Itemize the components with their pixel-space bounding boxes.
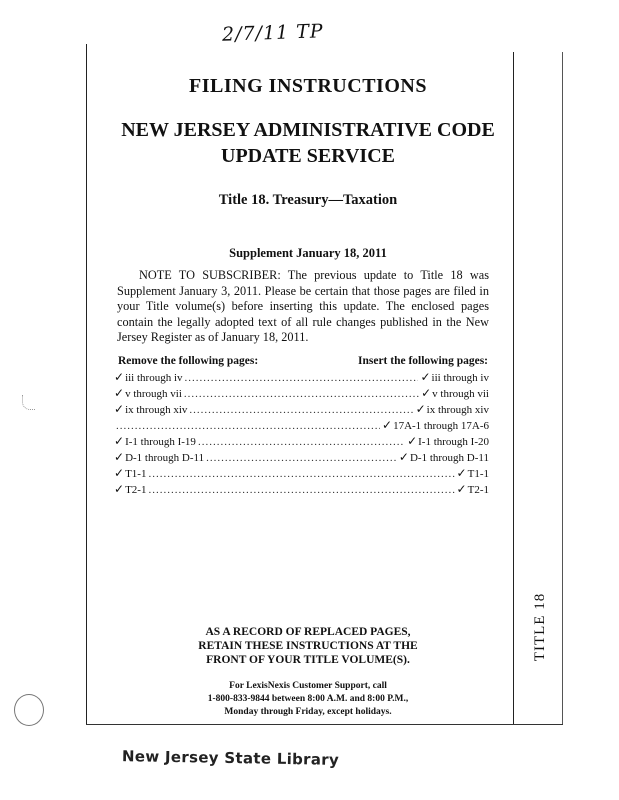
dot-leader	[189, 404, 413, 416]
support-line: 1-800-833-9844 between 8:00 A.M. and 8:00 P.M.,	[207, 694, 409, 704]
remove-pages: T2-1	[125, 484, 147, 496]
checkmark-icon: ✓	[420, 370, 431, 384]
checkmark-icon: ✓	[456, 482, 467, 496]
checkmark-icon: ✓	[407, 434, 418, 448]
table-row	[114, 386, 489, 400]
table-row	[114, 482, 489, 496]
remove-pages: D-1 through D-11	[125, 452, 205, 464]
remove-pages: v through vii	[125, 388, 182, 400]
checkmark-icon: ✓	[114, 482, 125, 496]
tab-edge-line	[562, 52, 563, 724]
page-subtitle: NEW JERSEY ADMINISTRATIVE CODE UPDATE SERVICE	[121, 119, 495, 167]
dot-leader	[184, 388, 419, 400]
record-notice-line: RETAIN THESE INSTRUCTIONS AT THE	[198, 640, 418, 652]
checkmark-icon: ✓	[114, 370, 125, 384]
table-row	[114, 434, 489, 448]
right-border-line	[513, 52, 514, 724]
record-notice-line: AS A RECORD OF REPLACED PAGES,	[205, 626, 411, 638]
library-stamp: New Jersey State Library	[121, 747, 340, 769]
title-line: Title 18. Treasury—Taxation	[218, 192, 398, 208]
remove-pages: iii through iv	[125, 372, 183, 384]
insert-pages: D-1 through D-11	[409, 452, 489, 464]
dot-leader	[206, 452, 397, 464]
insert-pages: iii through iv	[431, 372, 489, 384]
punch-hole	[14, 694, 44, 726]
left-border-line	[86, 44, 87, 724]
table-row	[114, 466, 489, 480]
insert-pages: T2-1	[467, 484, 489, 496]
record-notice-line: FRONT OF YOUR TITLE VOLUME(S).	[206, 654, 410, 666]
page-title: FILING INSTRUCTIONS	[189, 75, 427, 97]
insert-header: Insert the following pages:	[358, 355, 489, 367]
table-row	[114, 370, 489, 384]
title-tab-label: TITLE 18	[532, 592, 548, 662]
handwritten-date-note: 2/7/11 TP	[221, 20, 325, 46]
remove-pages: I-1 through I-19	[125, 436, 196, 448]
dot-leader	[148, 468, 454, 480]
checkmark-icon: ✓	[114, 466, 125, 480]
insert-pages: I-1 through I-20	[418, 436, 489, 448]
remove-pages: ix through xiv	[125, 404, 188, 416]
checkmark-icon: ✓	[421, 386, 432, 400]
checkmark-icon: ✓	[114, 402, 125, 416]
checkmark-icon: ✓	[114, 450, 125, 464]
checkmark-icon: ✓	[114, 434, 125, 448]
insert-pages: ix through xiv	[426, 404, 489, 416]
checkmark-icon: ✓	[382, 418, 393, 432]
checkmark-icon: ✓	[456, 466, 467, 480]
insert-pages: 17A-1 through 17A-6	[393, 420, 489, 432]
dot-leader	[148, 484, 454, 496]
subscriber-note: NOTE TO SUBSCRIBER: The previous update to Title 18 was Supplement January 3, 2011. Please be certain that those pages are filed in your Title volume(s) before inserting this update. The enclosed pages contain the legally adopted text of all rule changes published in the New Jersey Register as of January 18, 2011.	[117, 268, 489, 344]
table-row	[114, 402, 489, 416]
support-line: For LexisNexis Customer Support, call	[229, 681, 387, 691]
support-line: Monday through Friday, except holidays.	[224, 707, 392, 717]
checkmark-icon: ✓	[114, 386, 125, 400]
remove-pages: T1-1	[125, 468, 147, 480]
supplement-date: Supplement January 18, 2011	[229, 246, 387, 260]
checkmark-icon: ✓	[415, 402, 426, 416]
table-row	[114, 418, 489, 432]
checkmark-icon: ✓	[398, 450, 409, 464]
customer-support-info	[88, 680, 528, 719]
insert-pages: v through vii	[432, 388, 489, 400]
scan-mark	[22, 395, 35, 410]
record-notice	[88, 625, 528, 667]
dot-leader	[198, 436, 405, 448]
dot-leader	[185, 372, 419, 384]
dot-leader	[116, 420, 380, 432]
bottom-border-line	[86, 724, 563, 725]
insert-pages: T1-1	[467, 468, 489, 480]
remove-header: Remove the following pages:	[118, 355, 259, 367]
table-row	[114, 450, 489, 464]
